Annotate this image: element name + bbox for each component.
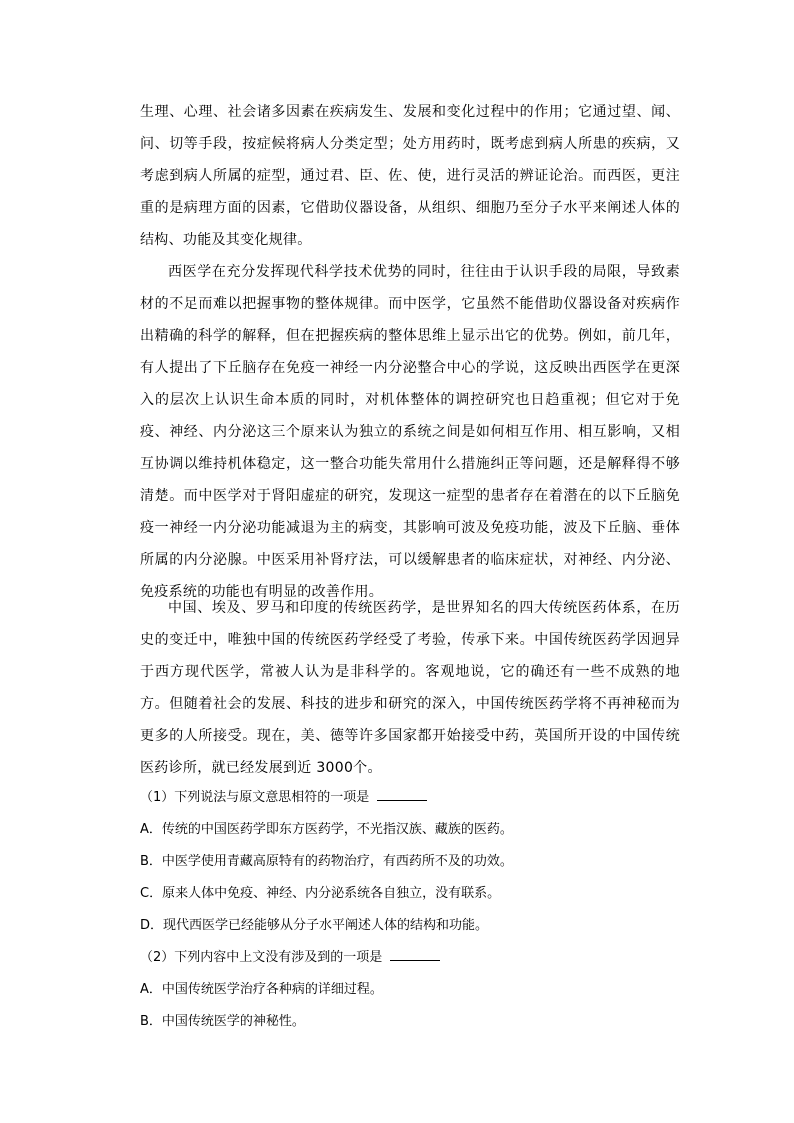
question-1-option-a: A．传统的中国医药学即东方医药学，不光指汉族、藏族的医药。 xyxy=(140,822,513,837)
question-1-option-b: B．中医学使用青藏高原特有的药物治疗，有西药所不及的功效。 xyxy=(140,854,513,869)
question-2-option-b: B．中国传统医学的神秘性。 xyxy=(140,1014,305,1029)
question-1 xyxy=(140,788,680,808)
question-2 xyxy=(140,948,680,968)
question-2-stem: （2）下列内容中上文没有涉及到的一项是 xyxy=(140,950,383,965)
question-1-stem: （1）下列说法与原文意思相符的一项是 xyxy=(140,790,370,805)
passage-paragraph-3: 中国、埃及、罗马和印度的传统医药学，是世界知名的四大传统医药体系，在历史的变迁中，唯独中国的传统医药学经受了考验，传承下来。中国传统医药学因迥异于西方现代医学，常被人认为是非科学的。客观地说，它的确还有一些不成熟的地方。但随着社会的发展、科技的进步和研究的深入，中国传统医药学将不再神秘而为更多的人所接受。现在，美、德等许多国家都开始接受中药，英国所开设的中国传统医药诊所，就已经发展到近 3000个。 xyxy=(140,600,680,776)
question-1-option-d: D．现代西医学已经能够从分子水平阐述人体的结构和功能。 xyxy=(140,918,489,933)
question-2-option-a: A．中国传统医学治疗各种病的详细过程。 xyxy=(140,982,383,997)
passage-paragraph-1: 生理、心理、社会诸多因素在疾病发生、发展和变化过程中的作用；它通过望、闻、问、切等手段，按症候将病人分类定型；处方用药时，既考虑到病人所患的疾病，又考虑到病人所属的症型，通过君、臣、佐、使，进行灵活的辨证论治。而西医，更注重的是病理方面的因素，它借助仪器设备，从组织、细胞乃至分子水平来阐述人体的结构、功能及其变化规律。 xyxy=(140,104,680,248)
question-1-option-c: C．原来人体中免疫、神经、内分泌系统各自独立，没有联系。 xyxy=(140,886,501,901)
passage-paragraph-2: 西医学在充分发挥现代科学技术优势的同时，往往由于认识手段的局限，导致素材的不足而难以把握事物的整体规律。而中医学，它虽然不能借助仪器设备对疾病作出精确的科学的解释，但在把握疾病的整体思维上显示出它的优势。例如，前几年，有人提出了下丘脑存在免疫一神经一内分泌整合中心的学说，这反映出西医学在更深入的层次上认识生命本质的同时，对机体整体的调控研究也日趋重视；但它对于免疫、神经、内分泌这三个原来认为独立的系统之间是如何相互作用、相互影响，又相互协调以维持机体稳定，这一整合功能失常用什么措施纠正等问题，还是解释得不够清楚。而中医学对于肾阳虚症的研究，发现这一症型的患者存在着潜在的以下丘脑免疫一神经一内分泌功能减退为主的病变，其影响可波及免疫功能，波及下丘脑、垂体所属的内分泌腺。中医采用补肾疗法，可以缓解患者的临床症状，对神经、内分泌、免疫系统的功能也有明显的改善作用。 xyxy=(140,264,680,600)
answer-blank xyxy=(390,948,440,961)
answer-blank xyxy=(377,788,427,801)
